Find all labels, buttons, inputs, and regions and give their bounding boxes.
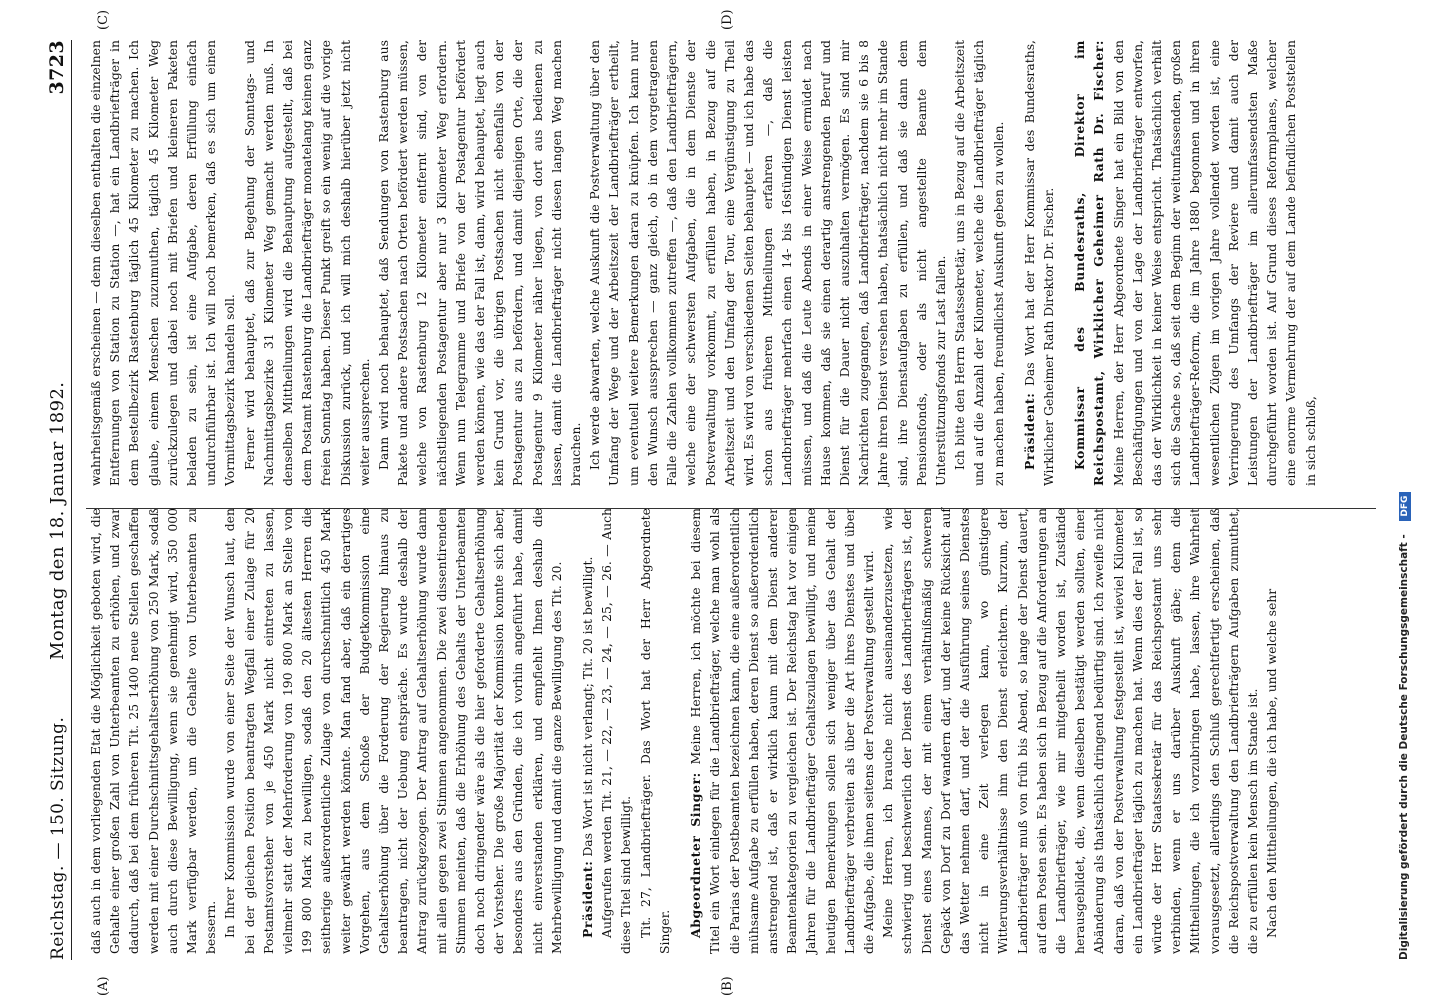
dfg-logo: DFG xyxy=(1399,492,1411,521)
paragraph: Meine Herren, ich brauche nicht auseinanderzusetzen, wie schwierig und beschwerlich der Dienst des Landbriefträgers ist, der Dienst eines Mannes, der mit einem verhältnißmäßig schweren Gepäck von Dorf zu Dorf wandern darf, und der keine Rücksicht auf das Wetter nehmen darf, und der die Ausführung seines Dienstes nicht in eine Zeit verlegen kann, wo günstigere Witterungsverhältnisse ihm den Dienst erleichtern. Kurzum, der Landbriefträger muß von früh bis Abend, so lange der Dienst dauert, auf dem Posten sein. Es haben sich in Bezug auf die Anforderungen an die Landbriefträger, wie mir mitgetheilt worden ist, Zustände herausgebildet, die, wenn dieselben bestätigt werden sollten, einer Abänderung als thatsächlich dringend bedürftig sind. Ich zweifle nicht daran, daß von der Postverwaltung festgestellt ist, wieviel Kilometer ein Landbriefträger täglich zu machen hat. Wenn dies der Fall ist, so würde der Herr Staatssekretär für das Reichspostamt uns sehr verbinden, wenn er uns darüber Auskunft gäbe; denn die Mittheilungen, die ich vorzubringen habe, lassen, ihre Wahrheit vorausgesetzt, allerdings den Schluß gerechtfertigt erscheinen, daß die Reichspostverwaltung den Landbriefträgern Aufgaben zumuthet, die zu erfüllen kein Mensch im Stande ist. xyxy=(880,508,1260,954)
header-session: Reichstag. — 150. Sitzung. xyxy=(48,716,68,960)
paragraph: Präsident: Das Wort ist nicht verlangt; Tit. 20 ist bewilligt. xyxy=(580,556,596,938)
speaker-label: Abgeordneter Singer: xyxy=(688,772,704,938)
speaker-label: Präsident: xyxy=(580,860,596,938)
paragraph: Dann wird noch behauptet, daß Sendungen von Rastenburg aus Pakete und andere Postsachen nach Orten befördert werden müssen, welche von Rastenburg 12 Kilometer entfernt sind, von der nächstliegenden Postagentur aber nur 3 Kilometer Weg erfordern. Wenn nun Telegramme und Briefe von der Postagentur befördert werden können, wie das der Fall ist, dann, wird behauptet, liegt auch kein Grund vor, die übrigen Postsachen nicht ebenfalls von der Postagentur aus zu befördern, und damit diejenigen Orte, die der Postagentur 9 Kilometer näher liegen, von dort aus bedienen zu lassen, damit die Landbriefträger nicht diesen langen Weg machen brauchen. xyxy=(376,40,584,486)
page-number: 3723 xyxy=(46,40,68,95)
right-column xyxy=(86,40,1320,486)
digitization-text: Digitalisierung gefördert durch die Deutsche Forschungsgemeinschaft - xyxy=(1398,534,1410,960)
header-rule xyxy=(71,40,72,960)
margin-marker-b: (B) xyxy=(720,976,735,996)
paragraph: Ich werde abwarten, welche Auskunft die Postverwaltung über den Umfang der Wege und der Arbeitszeit der Landbriefträger ertheilt, um eventuell weitere Bemerkungen daran zu knüpfen. Ich kann nur den Wunsch aussprechen — ganz gleich, ob in dem vorgetragenen Falle die Zahlen vollkommen zutreffen —, daß den Landbriefträgern, welche eine der schwersten Aufgaben, die in dem Dienste der Postverwaltung vorkommt, zu erfüllen haben, in Bezug auf die Arbeitszeit und den Umfang der Tour, eine Vergünstigung zu Theil wird. Es wird von verschiedenen Seiten behauptet — und ich habe das schon aus früheren Mittheilungen erfahren —, daß die Landbriefträger mehrfach einen 14- bis 16stündigen Dienst leisten müssen, und daß die Leute Abends in einer Weise ermüdet nach Hause kommen, daß sie einen derartig anstrengenden Beruf und Dienst für die Dauer nicht auszuhalten vermögen. Es sind mir Nachrichten zugegangen, daß Landbriefträger, nachdem sie 6 bis 8 Jahre ihren Dienst versehen haben, thatsächlich nicht mehr im Stande sind, ihre Dienstaufgaben zu erfüllen, und daß sie dann dem Pensionsfonds, oder als nicht angestellte Beamte dem Unterstützungsfonds zur Last fallen. xyxy=(587,40,948,486)
paragraph: Ich bitte den Herrn Staatssekretär, uns in Bezug auf die Arbeitszeit und auf die Anzahl der Kilometer, welche die Landbriefträger täglich zu machen haben, freundlichst Auskunft geben zu wollen. xyxy=(952,40,1006,486)
paragraph: wahrheitsgemäß erscheinen — denn dieselben enthalten die einzelnen Entfernungen von Station zu Station —, hat ein Landbriefträger in dem Bestellbezirk Rastenburg täglich 45 Kilometer zu machen. Ich glaube, einem Menschen zuzumuthen, täglich 45 Kilometer Weg zurückzulegen und dabei noch mit Briefen und kleineren Paketen beladen zu sein, ist eine Aufgabe, deren Erfüllung einfach undurchführbar ist. Ich will noch bemerken, daß es sich um einen Vormittagsbezirk handeln soll. xyxy=(88,40,238,486)
paragraph: In Ihrer Kommission wurde von einer Seite der Wunsch laut, den bei der gleichen Position beantragten Wegfall einer Zulage für 20 Postamtsvorsteher von je 450 Mark nicht eintreten zu lassen, vielmehr statt der Mehrforderung von 190 800 Mark an Stelle von 199 800 Mark zu bewilligen, sodaß den 20 ältesten Herren die seitherige außerordentliche Zulage von durchschnittlich 450 Mark weiter gewährt werden könnte. Man fand aber, daß ein derartiges Vorgehen, aus dem Schoße der Budgetkommission eine Gehaltserhöhung über die Forderung der Regierung hinaus zu beantragen, nicht der Uebung entspräche. Es wurde deshalb der Antrag zurückgezogen. Der Antrag auf Gehaltserhöhung wurde dann mit allen gegen zwei Stimmen angenommen. Die zwei dissentirenden Stimmen meinten, daß die Erhöhung des Gehalts der Unterbeamten doch noch dringender wäre als die hier geforderte Gehaltserhöhung der Vorsteher. Die große Majorität der Kommission konnte sich aber, besonders aus den Gründen, die ich vorhin angeführt habe, damit nicht einverstanden erklären, und empfiehlt Ihnen deshalb die Mehrbewilligung und damit die ganze Bewilligung des Tit. 20. xyxy=(222,508,564,954)
margin-marker-d: (D) xyxy=(720,9,735,30)
margin-marker-a: (A) xyxy=(96,976,111,996)
paragraph: Abgeordneter Singer: Meine Herren, ich möchte bei diesem Titel ein Wort einlegen für die Landbriefträger, welche man wohl als die Parias der Postbeamten bezeichnen kann, die eine außerordentlich mühsame Aufgabe zu erfüllen haben, deren Dienst so außerordentlich anstrengend ist, daß er wirklich kaum mit dem Dienst anderer Beamtenkategorien zu vergleichen ist. Der Reichstag hat vor einigen Jahren für die Landbriefträger Gehaltszulagen bewilligt, und meine heutigen Bemerkungen sollen sich weniger über das Gehalt der Landbriefträger verbreiten als über die Art ihres Dienstes und über die Aufgabe, die ihnen seitens der Postverwaltung gestellt wird. xyxy=(688,508,876,954)
column-divider xyxy=(86,508,1376,509)
left-column xyxy=(86,508,1281,954)
speaker-label: Präsident: xyxy=(1021,392,1037,470)
paragraph: Nach den Mittheilungen, die ich habe, und welche sehr xyxy=(1264,588,1280,938)
paragraph: Ferner wird behauptet, daß zur Begehung der Sonntags- und Nachmittagsbezirke 31 Kilometer Weg gemacht werden muß. In denselben Mittheilungen wird die Behauptung aufgestellt, daß bei dem Postamt Rastenburg die Landbriefträger monatelang keinen ganz freien Sonntag haben. Dieser Punkt greift so ein wenig auf die vorige Diskussion zurück, und ich will mich deshalb hierüber jetzt nicht weiter aussprechen. xyxy=(241,40,372,486)
margin-marker-c: (C) xyxy=(96,9,111,30)
page-header xyxy=(38,40,72,960)
paragraph: Präsident: Das Wort hat der Herr Kommissar des Bundesraths, Wirklicher Geheimer Rath Direktor Dr. Fischer. xyxy=(1021,40,1056,486)
paragraph: Aufgerufen werden Tit. 21, — 22, — 23, — 24, — 25, — 26. — Auch diese Titel sind bewilligt. xyxy=(599,508,634,954)
paragraph: Tit. 27, Landbriefträger. Das Wort hat der Herr Abgeordnete Singer. xyxy=(637,508,672,954)
speaker-label: Kommissar des Bundesraths, Direktor im Reichspostamt, Wirklicher Geheimer Rath Dr. Fischer: xyxy=(1072,40,1107,486)
paragraph: daß auch in dem vorliegenden Etat die Möglichkeit geboten wird, die Gehalte einer großen Zahl von Unterbeamten zu erhöhen, und zwar dadurch, daß bei dem früheren Tit. 25 1400 neue Stellen geschaffen werden mit einer Durchschnittsgehaltserhöhung von 250 Mark, sodaß auch durch diese Bewilligung, wenn sie genehmigt wird, 350 000 Mark verfügbar werden, um die Gehalte von Unterbeamten zu bessern. xyxy=(88,508,219,954)
paragraph: Kommissar des Bundesraths, Direktor im Reichspostamt, Wirklicher Geheimer Rath Dr. Fischer: Meine Herren, der Herr Abgeordnete Singer hat ein Bild von den Beschäftigungen und von der Lage der Landbriefträger entworfen, das der Wirklichkeit in keiner Weise entspricht. Thatsächlich verhält sich die Sache so, daß seit dem Beginn der weitumfassenden, großen Landbriefträger-Reform, die im Jahre 1880 begonnen und in ihren wesentlichen Zügen im vorigen Jahre vollendet worden ist, eine Verringerung des Umfangs der Reviere und damit auch der Leistungen der Landbriefträger im allerumfassendsten Maße durchgeführt worden ist. Auf Grund dieses Reformplanes, welcher eine enorme Vermehrung der auf dem Lande befindlichen Poststellen in sich schloß, xyxy=(1072,40,1318,486)
digitization-note xyxy=(1398,40,1411,960)
header-date: Montag den 18. Januar 1892. xyxy=(47,381,68,660)
